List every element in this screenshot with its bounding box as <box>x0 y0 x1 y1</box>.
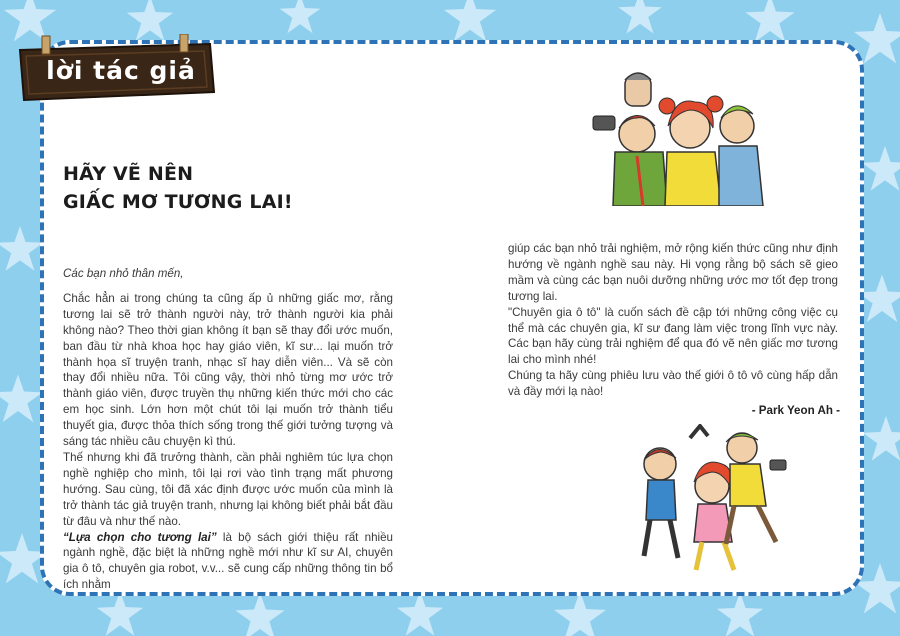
right-text-column <box>508 241 838 400</box>
series-title: “Lựa chọn cho tương lai” <box>63 530 217 544</box>
headline-line-2: GIẤC MƠ TƯƠNG LAI! <box>63 191 293 213</box>
section-sign-label: lời tác giả <box>46 56 196 85</box>
cartoon-characters-group-illustration <box>585 66 775 206</box>
page-headline <box>63 160 423 216</box>
running-characters-illustration <box>630 424 800 574</box>
paragraph: Thế nhưng khi đã trưởng thành, cần phải nghiêm túc lựa chọn nghề nghiệp cho mình, tôi lại rơi vào tình trạng mất phương hướng. Sau cùng, tôi đã xác định được ước muốn của mình là trở thành tác giả truyện tranh, nhưng lại không biết phải bắt đầu từ đâu và như thế nào. <box>63 450 393 528</box>
paragraph: "Chuyên gia ô tô" là cuốn sách đề cập tới những công việc cụ thể mà các chuyên gia, kĩ sư đang làm việc trong lĩnh vực này. Các bạn hãy cùng trải nghiệm để qua đó vẽ nên giấc mơ tương lai cho mình nhé! <box>508 305 838 367</box>
paragraph-text: là bộ sách giới thiệu rất nhiều ngành nghề, đặc biệt là những nghề mới như kĩ sư AI, chuyên gia ô tô, chuyên gia robot, v.v... sẽ cung cấp những thông tin bổ ích nhằm <box>63 530 393 592</box>
paragraph: giúp các bạn nhỏ trải nghiệm, mở rộng kiến thức cũng như định hướng về ngành nghề sau này. Hi vọng rằng bộ sách sẽ gieo mầm và cùng các bạn nuôi dưỡng những ước mơ tốt đẹp trong tương lai. <box>508 242 838 303</box>
section-sign <box>14 34 218 106</box>
paragraph: Chúng ta hãy cùng phiêu lưu vào thế giới ô tô vô cùng hấp dẫn và đầy mới lạ nào! <box>508 369 838 399</box>
headline-line-1: HÃY VẼ NÊN <box>63 163 194 185</box>
paragraph: Chắc hẳn ai trong chúng ta cũng ấp ủ những giấc mơ, rằng tương lai sẽ trở thành người này, trở thành người kia phải không nào? Theo thời gian không ít bạn sẽ thay đổi ước muốn, ban đầu từ nhà khoa học hay giáo viên, kĩ sư... lại muốn trở thành họa sĩ truyện tranh, nhạc sĩ hay diễn viên... Và sẽ còn thay đổi nhiều nữa. Tôi cũng vậy, thời nhỏ từng mơ ước trở thành giáo viên, được truyền thụ những kiến thức mới cho các em học sinh. Lớn hơn một chút tôi lại muốn trở thành tiểu thuyết gia, được thỏa thích sống trong thế giới tưởng tượng và sáng tác nhiều câu chuyện kì thú. <box>63 291 393 449</box>
greeting: Các bạn nhỏ thân mến, <box>63 267 184 280</box>
paragraph <box>63 530 393 594</box>
left-text-column <box>63 266 393 593</box>
author-signature: - Park Yeon Ah - <box>751 404 840 417</box>
